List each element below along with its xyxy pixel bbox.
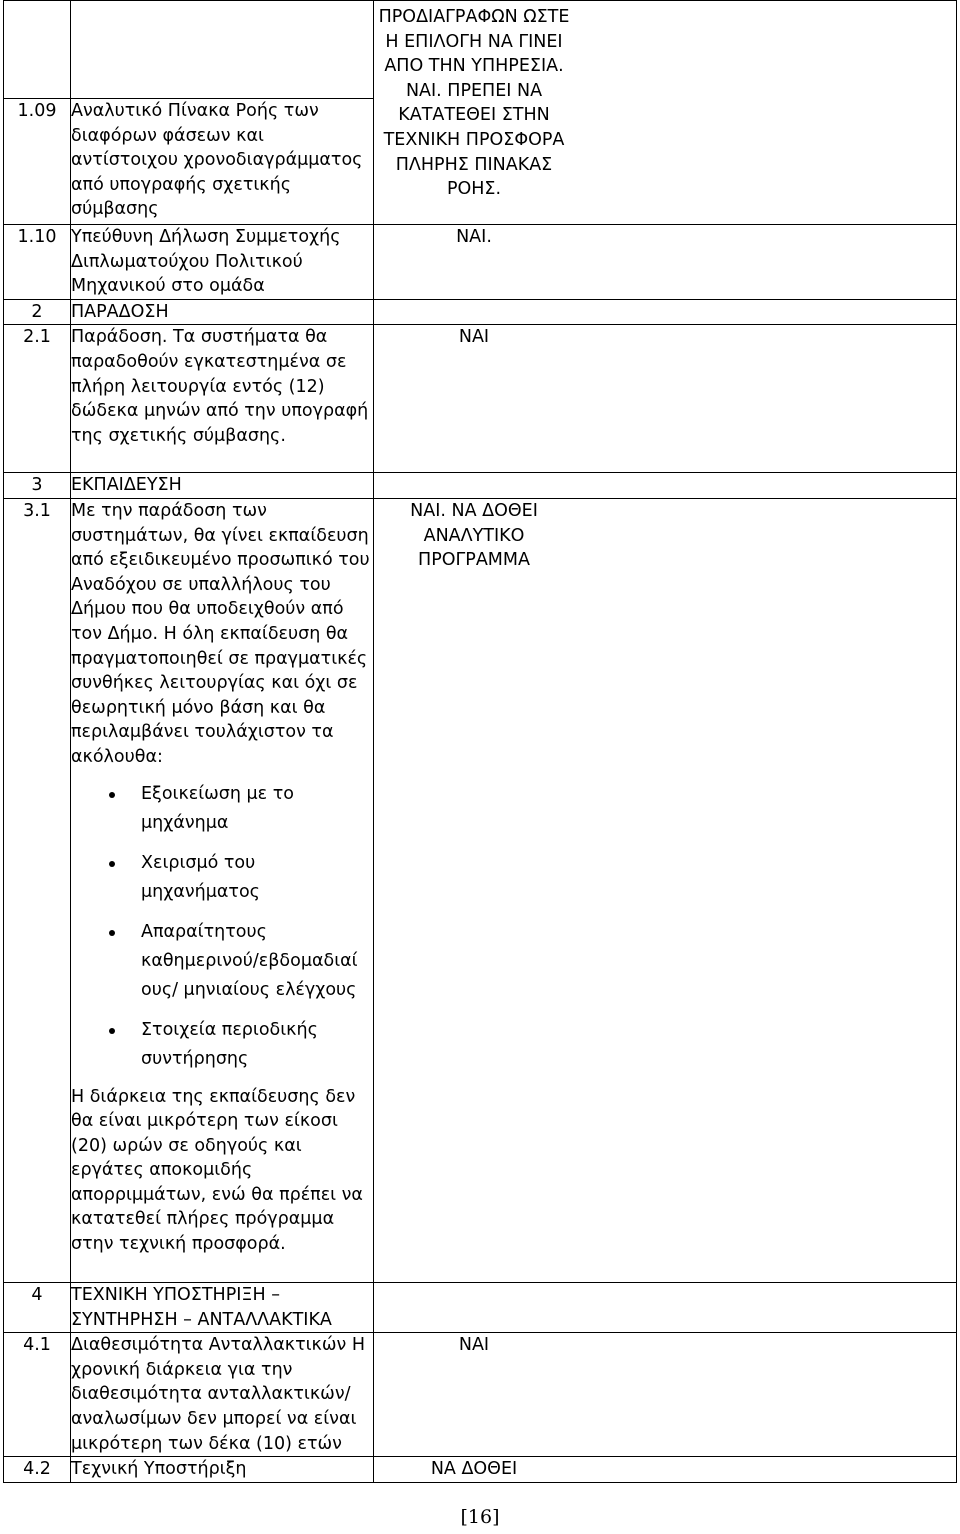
table-row	[4, 299, 957, 325]
row-description: Υπεύθυνη Δήλωση Συμμετοχής Διπλωματούχου Πολιτικού Μηχανικού στο ομάδα	[71, 225, 374, 300]
answer-cell	[374, 1, 957, 225]
answer-text: ΝΑΙ	[458, 1335, 490, 1356]
section-heading: ΠΑΡΑΔΟΣΗ	[71, 299, 374, 325]
list-item: Στοιχεία περιοδικής συντήρησης	[71, 1016, 373, 1074]
training-topics-list	[71, 780, 373, 1074]
table-row	[4, 225, 957, 300]
specification-table	[3, 0, 957, 1483]
table-row	[4, 473, 957, 499]
answer-cell	[374, 1282, 957, 1332]
row-description: Αναλυτικό Πίνακα Ροής των διαφόρων φάσεων και αντίστοιχου χρονοδιαγράμματος από υπογραφής σχετικής σύμβασης	[71, 99, 374, 225]
table-row	[4, 1, 957, 99]
answer-text: ΝΑΙ. ΠΡΕΠΕΙ ΝΑ ΚΑΤΑΤΕΘΕΙ ΣΤΗΝ ΤΕΧΝΙΚΗ ΠΡΟΣΦΟΡΑ ΠΛΗΡΗΣ ΠΙΝΑΚΑΣ ΡΟΗΣ.	[383, 80, 565, 200]
answer-cell	[374, 473, 957, 499]
row-description: Παράδοση. Τα συστήματα θα παραδοθούν εγκατεστημένα σε πλήρη λειτουργία εντός (12) δώδεκα μηνών από την υπογραφή της σχετικής σύμβασης.	[71, 325, 374, 473]
list-item: Χειρισμό του μηχανήματος	[71, 849, 373, 907]
row-number: 1.10	[4, 225, 71, 300]
row-number: 4.2	[4, 1457, 71, 1483]
row-number: 3	[4, 473, 71, 499]
answer-cell	[374, 498, 957, 1282]
section-heading: ΕΚΠΑΙΔΕΥΣΗ	[71, 473, 374, 499]
row-description-continued: Η διάρκεια της εκπαίδευσης δεν θα είναι μικρότερη των είκοσι (20) ωρών σε οδηγούς και εργάτες αποκομιδής απορριμμάτων, ενώ θα πρέπει να κατατεθεί πλήρες πρόγραμμα στην τεχνική προσφορά.	[71, 1086, 363, 1255]
answer-text: ΠΡΟΔΙΑΓΡΑΦΩΝ ΩΣΤΕ Η ΕΠΙΛΟΓΗ ΝΑ ΓΙΝΕΙ ΑΠΟ ΤΗΝ ΥΠΗΡΕΣΙΑ.	[378, 7, 570, 77]
table-row	[4, 1333, 957, 1457]
answer-cell	[374, 1457, 957, 1483]
answer-text: ΝΑΙ.	[456, 227, 492, 247]
list-item: Εξοικείωση με το μηχάνημα	[71, 780, 373, 838]
table-row	[4, 325, 957, 473]
bullet-icon	[109, 792, 115, 798]
table-row	[4, 1457, 957, 1483]
section-heading: ΤΕΧΝΙΚΗ ΥΠΟΣΤΗΡΙΞΗ – ΣΥΝΤΗΡΗΣΗ – ΑΝΤΑΛΛΑΚΤΙΚΑ	[71, 1282, 374, 1332]
bullet-icon	[109, 1028, 115, 1034]
row-number: 1.09	[4, 99, 71, 225]
row-number: 4.1	[4, 1333, 71, 1457]
list-item: Απαραίτητους καθημερινού/εβδομαδιαί ους/ μηνιαίους ελέγχους	[71, 918, 373, 1005]
answer-cell	[374, 225, 957, 300]
table-row	[4, 1282, 957, 1332]
answer-cell	[374, 1333, 957, 1457]
answer-text: ΝΑΙ. ΝΑ ΔΟΘΕΙ ΑΝΑΛΥΤΙΚΟ ΠΡΟΓΡΑΜΜΑ	[410, 500, 538, 571]
row-description: Με την παράδοση των συστημάτων, θα γίνει εκπαίδευση από εξειδικευμένο προσωπικό του Αναδόχου σε υπαλλήλους του Δήμου που θα υποδειχθούν από τον Δήμο. Η όλη εκπαίδευση θα πραγματοποιηθεί σε πραγματικές συνθήκες λειτουργίας και όχι σε θεωρητική μόνο βάση και θα περιλαμβάνει τουλάχιστον τα ακόλουθα:	[71, 500, 370, 767]
answer-cell	[374, 325, 957, 473]
bullet-icon	[109, 861, 115, 867]
answer-cell	[374, 299, 957, 325]
answer-text: ΝΑ ΔΟΘΕΙ	[430, 1459, 518, 1480]
row-description: Διαθεσιμότητα Ανταλλακτικών Η χρονική διάρκεια για την διαθεσιμότητα ανταλλακτικών/ αναλωσίμων δεν μπορεί να είναι μικρότερη των δέκα (10) ετών	[71, 1333, 374, 1457]
bullet-icon	[109, 930, 115, 936]
row-description: Τεχνική Υποστήριξη	[71, 1457, 374, 1483]
answer-text: ΝΑΙ	[458, 327, 490, 348]
page-number: [16]	[460, 1506, 500, 1528]
row-number: 2	[4, 299, 71, 325]
table-row	[4, 498, 957, 1282]
row-number: 3.1	[4, 498, 71, 1282]
row-number: 4	[4, 1282, 71, 1332]
row-number: 2.1	[4, 325, 71, 473]
